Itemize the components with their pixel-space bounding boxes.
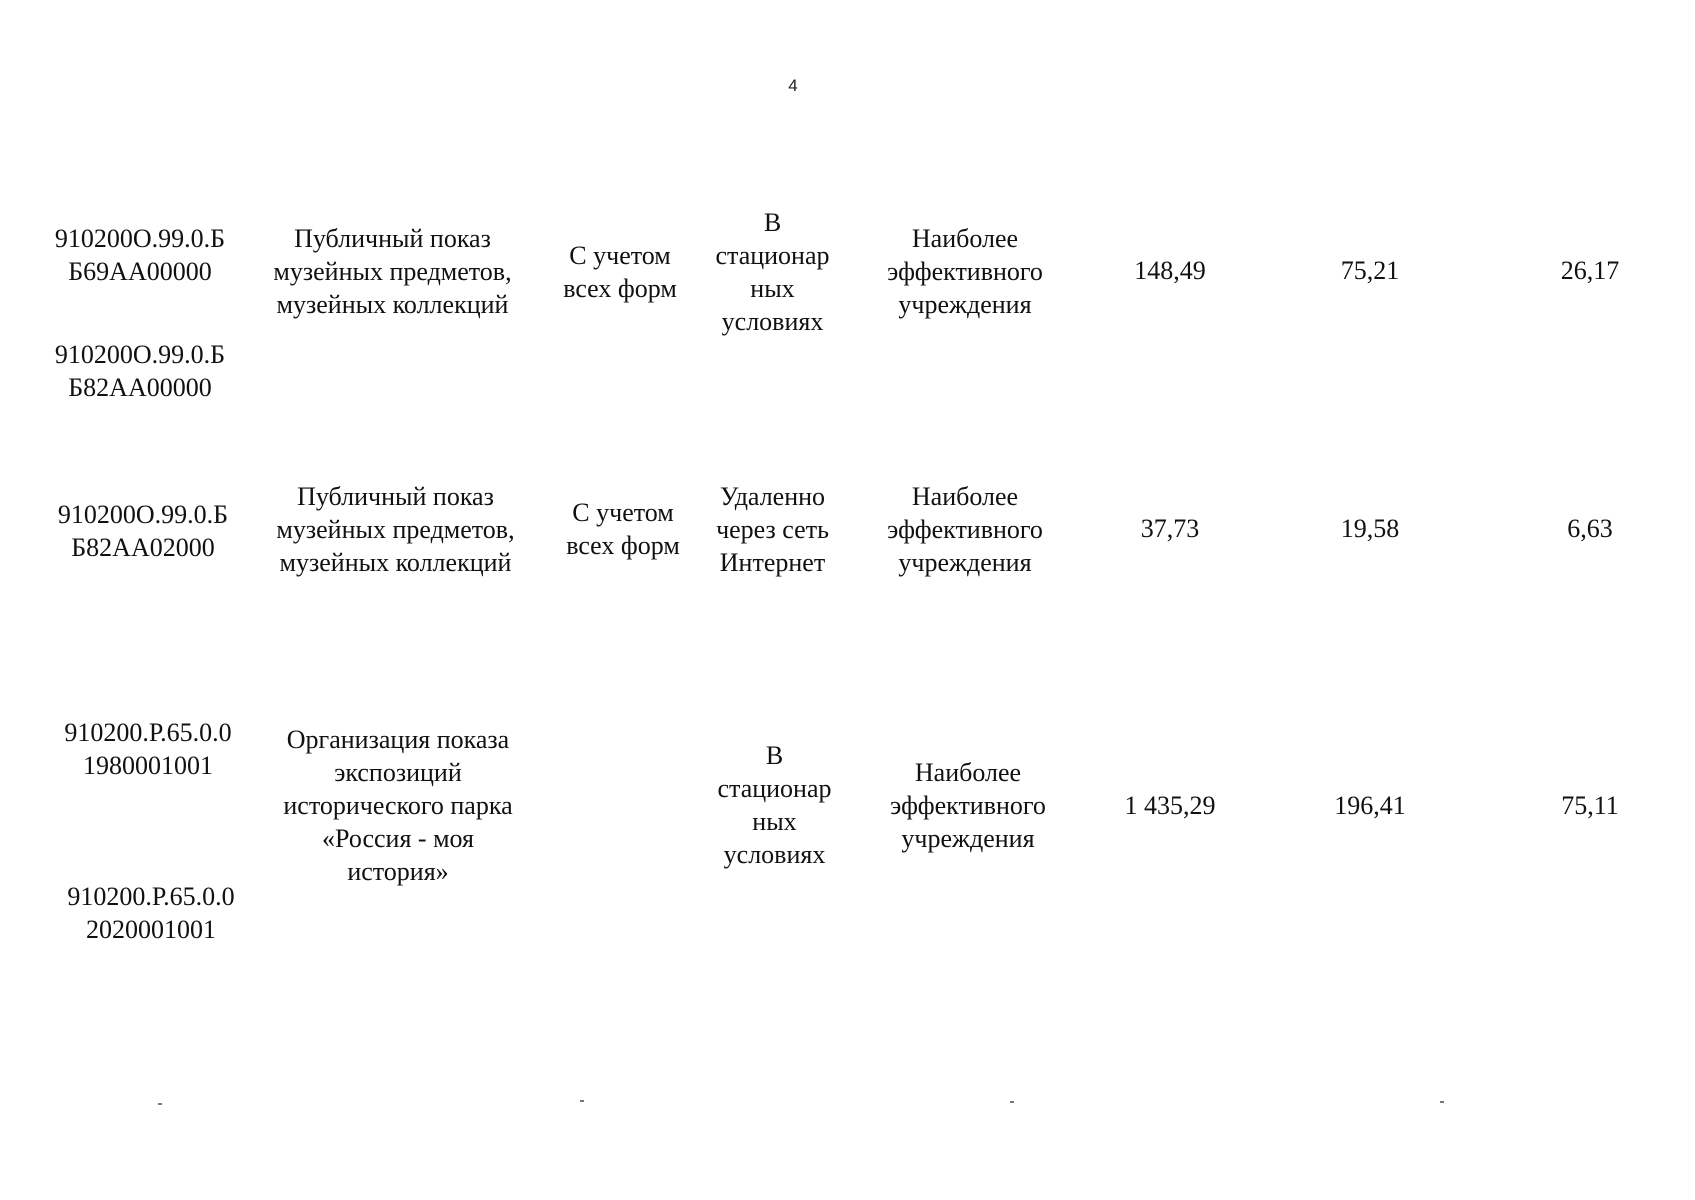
row1-value-2: 75,21 [1340, 256, 1400, 285]
row1-code-1: 910200О.99.0.Б Б69АА00000 [54, 224, 226, 286]
scan-mark [580, 1100, 584, 1102]
row1-form: С учетом всех форм [563, 241, 677, 303]
scan-mark [1010, 1101, 1014, 1103]
row1-code-2: 910200О.99.0.Б Б82АА00000 [54, 340, 226, 402]
row3-value-2: 196,41 [1334, 791, 1406, 820]
row1-value-3: 26,17 [1560, 256, 1620, 285]
row1-basis: Наиболее эффективного учреждения [887, 224, 1043, 319]
row3-code-2: 910200.Р.65.0.0 2020001001 [67, 882, 235, 944]
scan-mark [1440, 1101, 1444, 1103]
row1-value-1: 148,49 [1134, 256, 1206, 285]
page-number: 4 [788, 76, 798, 95]
row3-conditions: В стационар ных условиях [717, 741, 832, 869]
row3-code-1: 910200.Р.65.0.0 1980001001 [64, 718, 232, 780]
row2-value-3: 6,63 [1567, 514, 1613, 543]
row2-value-2: 19,58 [1340, 514, 1400, 543]
row3-service: Организация показа экспозиций исторического парка «Россия - моя история» [283, 725, 513, 886]
row1-service: Публичный показ музейных предметов, музейных коллекций [273, 224, 512, 319]
row3-value-3: 75,11 [1561, 791, 1619, 820]
row3-value-1: 1 435,29 [1124, 791, 1216, 820]
row3-basis: Наиболее эффективного учреждения [890, 758, 1046, 853]
row2-basis: Наиболее эффективного учреждения [887, 482, 1043, 577]
row2-code-1: 910200О.99.0.Б Б82АА02000 [57, 500, 229, 562]
row2-service: Публичный показ музейных предметов, музейных коллекций [276, 482, 515, 577]
row2-form: С учетом всех форм [566, 498, 680, 560]
row2-value-1: 37,73 [1140, 514, 1200, 543]
scan-mark [158, 1103, 162, 1105]
row2-conditions: Удаленно через сеть Интернет [716, 482, 829, 577]
row1-conditions: В стационар ных условиях [715, 208, 830, 336]
